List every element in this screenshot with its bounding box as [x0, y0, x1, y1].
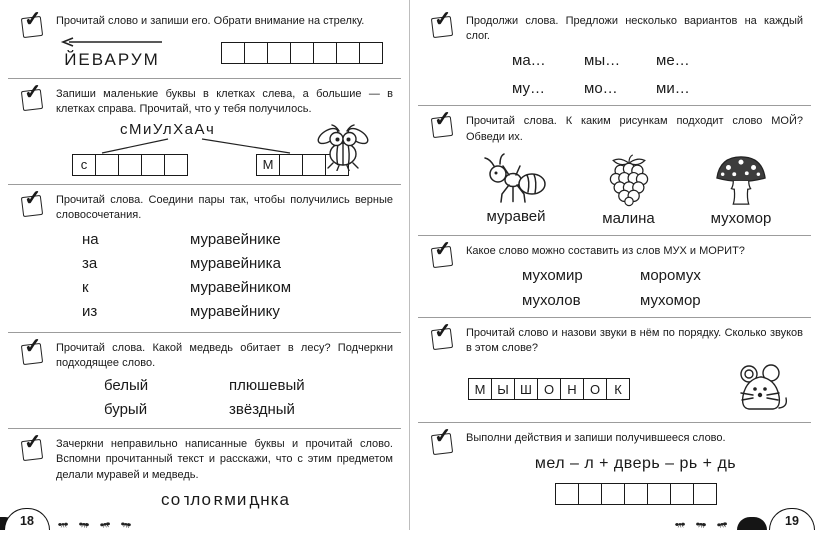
- candidate-word[interactable]: моромух: [640, 266, 701, 284]
- choice-word[interactable]: звёздный: [229, 401, 295, 419]
- write-cell[interactable]: [313, 42, 337, 64]
- checkmark-icon: ✓: [23, 80, 43, 105]
- ant-icon: [120, 519, 131, 529]
- letter-cell: К: [606, 378, 630, 400]
- letter-cells: [468, 378, 630, 400]
- checkmark-icon: ✓: [433, 7, 453, 32]
- page-right: [410, 0, 819, 530]
- figure-mushroom[interactable]: [693, 153, 789, 227]
- task-checkbox: [21, 334, 43, 365]
- noun-form-word[interactable]: муравейника: [190, 255, 281, 273]
- checkmark-icon: ✓: [433, 319, 453, 343]
- write-cell[interactable]: [647, 483, 671, 505]
- choice-word[interactable]: бурый: [104, 401, 148, 419]
- exercise-match-pairs: [8, 185, 401, 333]
- figure-ant[interactable]: [468, 153, 564, 227]
- checkmark-icon: ✓: [23, 7, 43, 32]
- write-cell[interactable]: [221, 42, 245, 64]
- syllable[interactable]: му…: [512, 80, 545, 98]
- write-cell[interactable]: [693, 483, 717, 505]
- exercise-small-big-letters: [8, 79, 401, 184]
- checkmark-icon: ✓: [23, 334, 43, 358]
- instruction-text: Прочитай слова. Соедини пары так, чтобы получились верные словосочетания.: [56, 193, 393, 221]
- instruction-text: Выполни действия и запиши получившееся слово.: [466, 432, 726, 445]
- exercise-circle-pictures: [418, 106, 811, 235]
- word-letters[interactable]: со: [161, 489, 182, 509]
- letter-cell: О: [583, 378, 607, 400]
- word-letters[interactable]: д: [248, 489, 260, 509]
- syllable[interactable]: мы…: [584, 52, 621, 70]
- ant-illustration: [483, 153, 549, 205]
- syllable[interactable]: мо…: [584, 80, 618, 98]
- ant-icon: [695, 519, 706, 528]
- word-pairs: [82, 228, 395, 324]
- write-cell[interactable]: с: [72, 154, 96, 176]
- write-cell[interactable]: [555, 483, 579, 505]
- checkmark-icon: ✓: [23, 430, 43, 455]
- letter-cell: Ы: [491, 378, 515, 400]
- write-cell[interactable]: [336, 42, 360, 64]
- instruction-text: Какое слово можно составить из слов МУХ и МОРИТ?: [466, 244, 745, 257]
- pair-row: [82, 228, 395, 252]
- fly-illustration: [315, 123, 371, 171]
- picture-row: [468, 153, 789, 227]
- page-number: 18: [4, 508, 50, 530]
- instruction-text: Прочитай слова. К каким рисункам подходит слово МОЙ? Обведи их.: [466, 115, 803, 143]
- figure-label: муравей: [486, 207, 546, 225]
- choice-word[interactable]: плюшевый: [229, 377, 305, 395]
- task-checkbox: [431, 7, 453, 38]
- task-checkbox: [431, 237, 453, 268]
- small-letter-cells: [72, 154, 188, 176]
- letter-cell: Н: [560, 378, 584, 400]
- write-cell[interactable]: [164, 154, 188, 176]
- exercise-name-sounds: [418, 318, 811, 423]
- preposition-word[interactable]: за: [82, 255, 98, 273]
- write-cell[interactable]: [244, 42, 268, 64]
- candidate-word[interactable]: мухомор: [640, 291, 701, 309]
- exercise-word-arithmetic: [418, 423, 811, 513]
- word-letters[interactable]: ло: [190, 489, 212, 509]
- write-cell[interactable]: [670, 483, 694, 505]
- ant-icon: [100, 519, 111, 528]
- checkmark-icon: ✓: [433, 237, 453, 261]
- anthill-silhouette: [737, 517, 767, 530]
- write-cell[interactable]: [95, 154, 119, 176]
- write-cell[interactable]: [601, 483, 625, 505]
- left-arrow-icon: [60, 36, 164, 48]
- write-cell[interactable]: [290, 42, 314, 64]
- exercise-continue-syllables: [418, 6, 811, 106]
- write-cell[interactable]: [624, 483, 648, 505]
- figure-label: мухомор: [710, 209, 772, 227]
- page-number: 19: [769, 508, 815, 530]
- task-checkbox: [431, 107, 453, 138]
- instruction-text: Продолжи слова. Предложи несколько вариантов на каждый слог.: [466, 15, 803, 43]
- answer-cells: [221, 42, 383, 64]
- exercise-reversed-word: [8, 6, 401, 79]
- write-cell[interactable]: М: [256, 154, 280, 176]
- exercise-compose-word: [418, 236, 811, 318]
- ant-icon: [78, 519, 89, 528]
- letter-cell: Ш: [514, 378, 538, 400]
- candidate-words: [522, 267, 805, 309]
- exercise-underline-word: [8, 333, 401, 429]
- ant-icon: [675, 520, 685, 528]
- task-checkbox: [21, 7, 43, 38]
- mixed-case-word: сМиУлХаАч: [120, 120, 216, 138]
- task-checkbox: [21, 430, 43, 461]
- checkmark-icon: ✓: [433, 107, 453, 132]
- instruction-text: Запиши маленькие буквы в клетках слева, а большие — в клетках справа. Прочитай, что у тебя получилось.: [56, 88, 393, 116]
- candidate-word[interactable]: мухолов: [522, 291, 581, 309]
- choice-word[interactable]: белый: [104, 377, 149, 395]
- noun-form-word[interactable]: муравейнике: [190, 231, 281, 249]
- preposition-word[interactable]: к: [82, 279, 89, 297]
- noun-form-word[interactable]: муравейнику: [190, 303, 280, 321]
- letter-cell: О: [537, 378, 561, 400]
- page-left: [0, 0, 410, 530]
- pair-row: [82, 276, 395, 300]
- word-letters[interactable]: нка: [260, 489, 290, 509]
- word-letters[interactable]: ми: [224, 489, 248, 509]
- reversed-word: ЙЕВАРУМ: [64, 50, 160, 70]
- instruction-text: Прочитай слово и запиши его. Обрати внимание на стрелку.: [56, 15, 365, 27]
- preposition-word[interactable]: на: [82, 231, 99, 249]
- task-checkbox: [21, 80, 43, 111]
- scrambled-word: [56, 490, 395, 510]
- figure-raspberry[interactable]: [581, 153, 677, 227]
- write-cell[interactable]: [267, 42, 291, 64]
- mushroom-illustration: [713, 153, 769, 207]
- letter-cell: М: [468, 378, 492, 400]
- word-equation: мел – л + дверь – рь + дь: [534, 455, 737, 473]
- ant-trail: [675, 520, 727, 528]
- syllable[interactable]: ми…: [656, 80, 690, 98]
- syllable[interactable]: ме…: [656, 52, 690, 70]
- checkmark-icon: ✓: [433, 424, 453, 449]
- syllables: [512, 52, 805, 97]
- answer-cells: [466, 483, 805, 505]
- ant-trail: [58, 520, 131, 528]
- pair-row: [82, 252, 395, 276]
- raspberry-illustration: [602, 153, 656, 207]
- task-checkbox: [21, 186, 43, 216]
- write-cell[interactable]: [279, 154, 303, 176]
- preposition-word[interactable]: из: [82, 303, 98, 321]
- write-cell[interactable]: [118, 154, 142, 176]
- write-cell[interactable]: [141, 154, 165, 176]
- figure-label: малина: [602, 209, 655, 227]
- pair-row: [82, 300, 395, 324]
- syllable[interactable]: ма…: [512, 52, 546, 70]
- word-letters[interactable]: я: [212, 489, 224, 509]
- checkmark-icon: ✓: [23, 186, 43, 210]
- noun-form-word[interactable]: муравейником: [190, 279, 292, 297]
- ant-icon: [58, 520, 68, 528]
- instruction-text: Прочитай слово и назови звуки в нём по порядку. Сколько звуков в этом слове?: [466, 326, 803, 355]
- task-checkbox: [431, 319, 453, 350]
- candidate-word[interactable]: мухомир: [522, 266, 583, 284]
- choice-words: [104, 376, 395, 420]
- write-cell[interactable]: [578, 483, 602, 505]
- spacer: [188, 154, 256, 176]
- write-cell[interactable]: [359, 42, 383, 64]
- instruction-text: Прочитай слова. Какой медведь обитает в лесу? Подчеркни подходящее слово.: [56, 341, 393, 370]
- ant-icon: [717, 519, 728, 528]
- task-checkbox: [431, 424, 453, 455]
- exercise-cross-out-letters: [8, 429, 401, 518]
- mouse-illustration: [733, 364, 791, 414]
- instruction-text: Зачеркни неправильно написанные буквы и прочитай слово. Вспомни прочитанный текст и расскажи, что с этим предметом делали муравей и медведь.: [56, 438, 393, 481]
- word-letters[interactable]: г: [182, 489, 190, 509]
